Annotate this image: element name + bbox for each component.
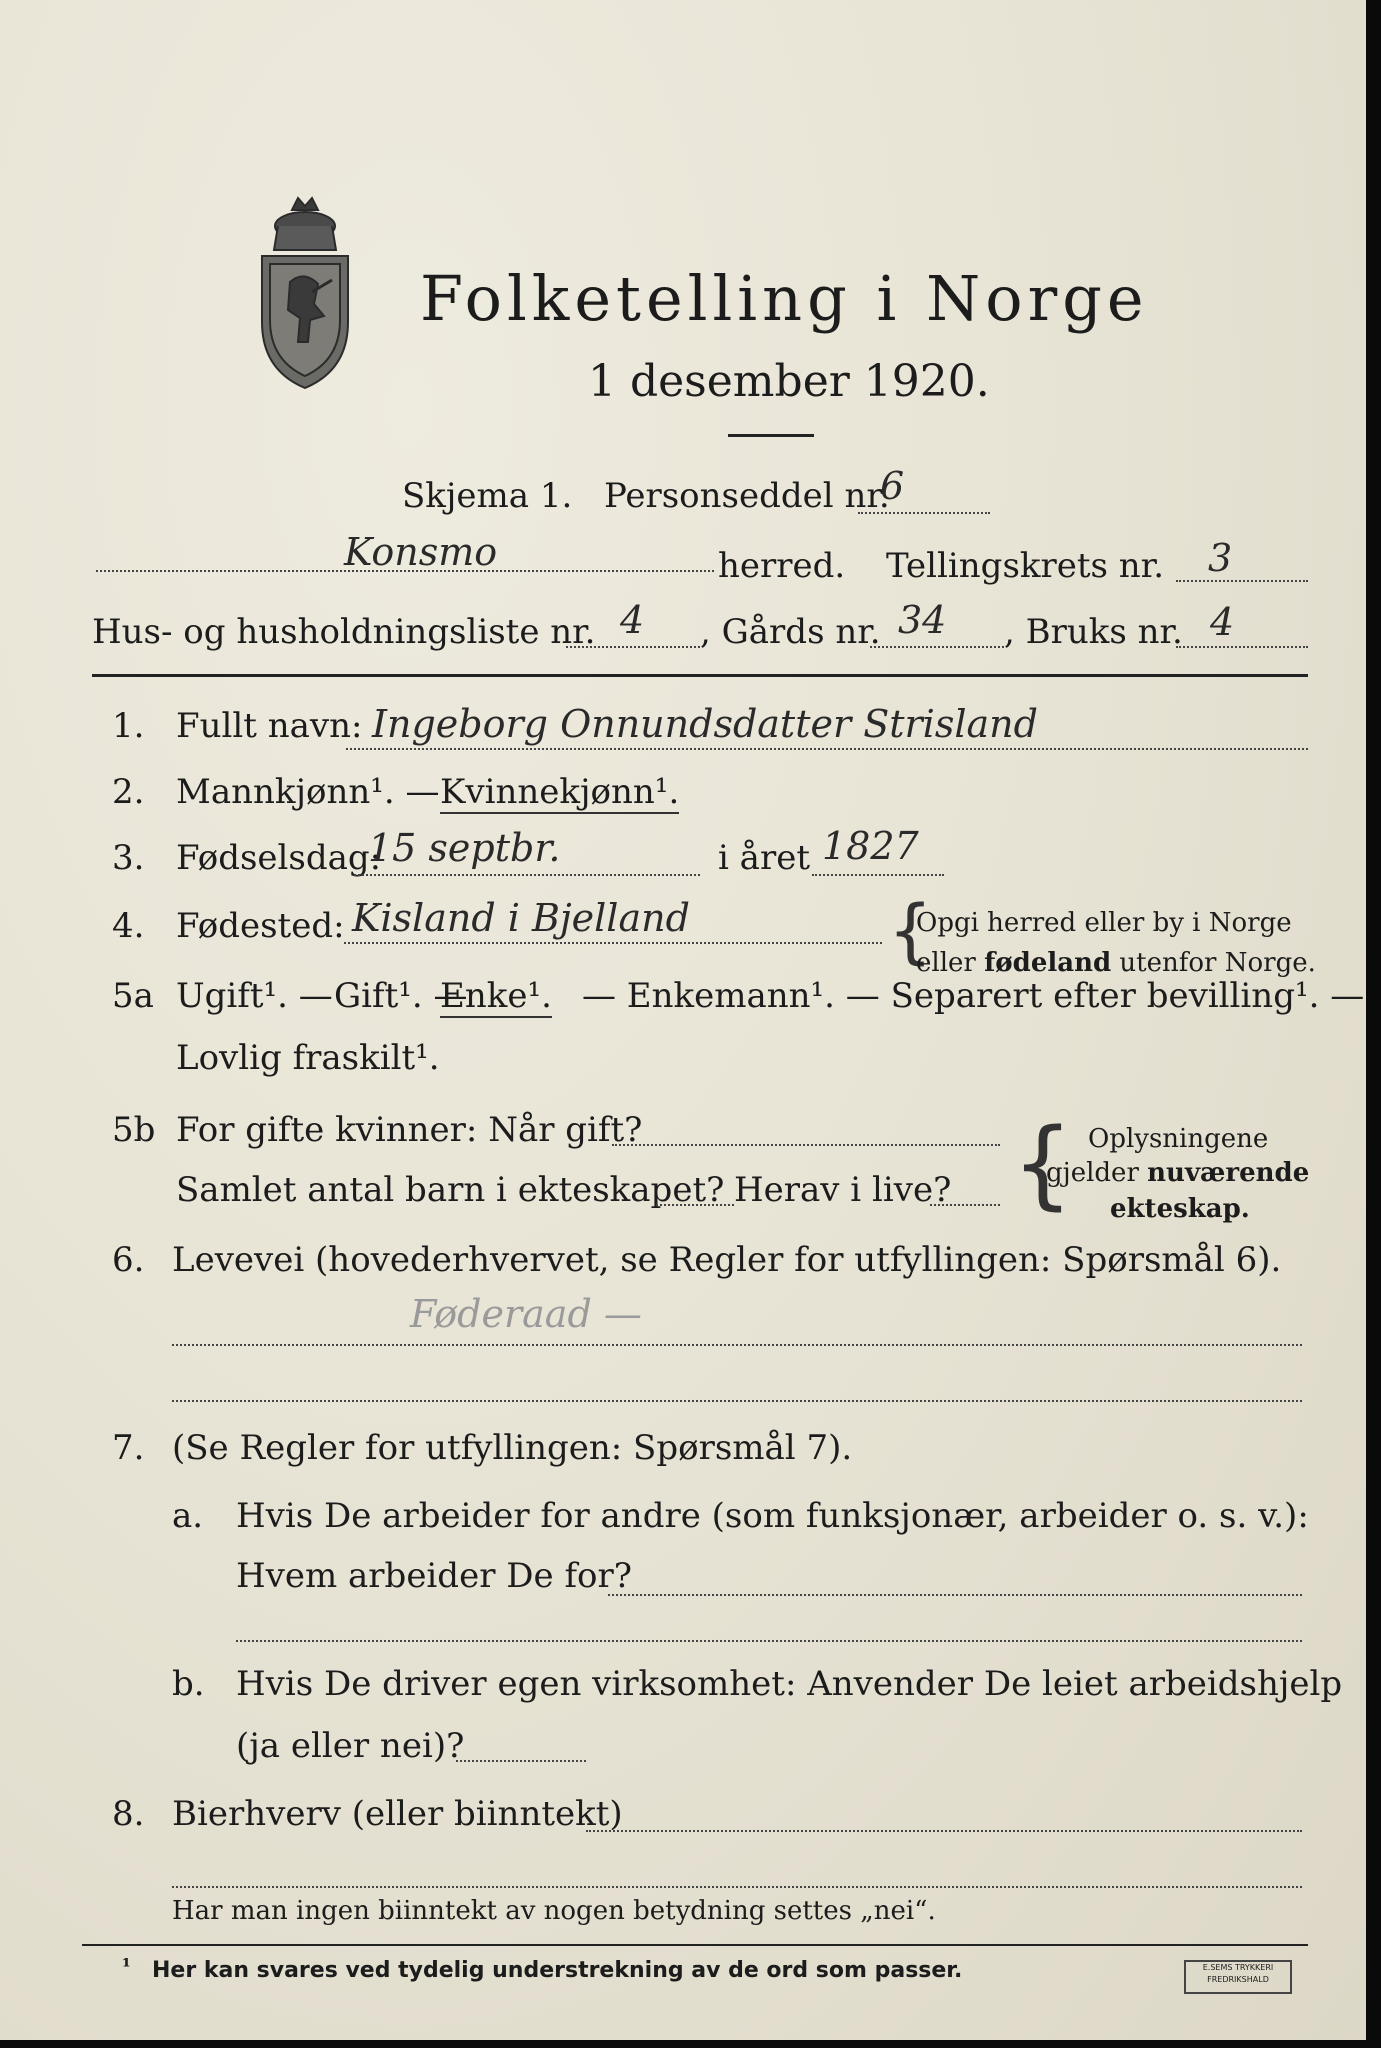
- q4-note-line2: eller fødeland utenfor Norge.: [916, 948, 1316, 978]
- side-income-line-2[interactable]: [172, 1886, 1302, 1888]
- q4-number: 4.: [112, 906, 145, 946]
- q7b-letter: b.: [172, 1664, 205, 1704]
- printer-city: FREDRIKSHALD: [1207, 1975, 1269, 1984]
- year-label: i året: [718, 838, 810, 878]
- q4-brace: {: [888, 890, 933, 972]
- herred-value[interactable]: Konsmo: [344, 530, 498, 574]
- q6-line-1[interactable]: [172, 1344, 1302, 1346]
- q3-number: 3.: [112, 838, 145, 878]
- personseddel-line: [858, 512, 990, 514]
- q1-label: Fullt navn:: [176, 706, 363, 746]
- q6-number: 6.: [112, 1240, 145, 1280]
- skjema-label: Skjema 1.: [402, 476, 573, 516]
- q5a-number: 5a: [112, 976, 154, 1016]
- form-title: Folketelling i Norge: [420, 262, 1149, 335]
- q8-note: Har man ingen biinntekt av nogen betydning settes „nei“.: [172, 1896, 936, 1926]
- fraskilt-option[interactable]: Lovlig fraskilt¹.: [176, 1038, 440, 1078]
- q6-line-2[interactable]: [172, 1400, 1302, 1402]
- bruks-label: , Bruks nr.: [1004, 612, 1183, 652]
- gards-value[interactable]: 34: [898, 598, 947, 642]
- side-income-line[interactable]: [586, 1830, 1302, 1832]
- hus-value[interactable]: 4: [620, 598, 645, 642]
- header-rule: [92, 674, 1308, 677]
- full-name-value[interactable]: Ingeborg Onnundsdatter Strisland: [372, 702, 1038, 746]
- q1-number: 1.: [112, 706, 145, 746]
- gards-label: , Gårds nr.: [700, 612, 881, 652]
- q5b-number: 5b: [112, 1110, 156, 1150]
- female-option-selected[interactable]: Kvinnekjønn¹.: [440, 772, 680, 812]
- q3-line: [354, 874, 700, 876]
- q8-label: Bierhverv (eller biinntekt): [172, 1794, 623, 1834]
- personseddel-value[interactable]: 6: [880, 464, 905, 508]
- q6-label: Levevei (hovederhvervet, se Regler for utfyllingen: Spørsmål 6).: [172, 1240, 1282, 1280]
- herred-label: herred.: [718, 546, 846, 586]
- q5b-note-line1: Oplysningene: [1088, 1124, 1269, 1154]
- employer-line-2[interactable]: [236, 1640, 1302, 1642]
- q7a-line1: Hvis De arbeider for andre (som funksjonær, arbeider o. s. v.):: [236, 1496, 1309, 1536]
- q3-label: Fødselsdag:: [176, 838, 382, 878]
- birth-year-value[interactable]: 1827: [822, 824, 919, 868]
- q7b-line1: Hvis De driver egen virksomhet: Anvender De leiet arbeidshjelp: [236, 1664, 1343, 1704]
- q7-number: 7.: [112, 1428, 145, 1468]
- census-date: 1 desember 1920.: [588, 356, 990, 407]
- hired-help-line[interactable]: [456, 1760, 586, 1762]
- printer-stamp: [1184, 1960, 1292, 1994]
- hus-label: Hus- og husholdningsliste nr.: [92, 612, 596, 652]
- q2-number: 2.: [112, 772, 145, 812]
- q4-label: Fødested:: [176, 906, 345, 946]
- children-alive-line[interactable]: [930, 1204, 1000, 1206]
- birthplace-value[interactable]: Kisland i Bjelland: [352, 896, 690, 940]
- footer-rule: [82, 1944, 1308, 1946]
- norway-coat-of-arms-icon: [252, 192, 358, 392]
- tellingskrets-label: Tellingskrets nr.: [886, 546, 1165, 586]
- enke-option-selected[interactable]: Enke¹.: [440, 976, 552, 1016]
- printer-name: E.SEMS TRYKKERI: [1202, 1963, 1274, 1972]
- q4-note-line1: Opgi herred eller by i Norge: [916, 908, 1292, 938]
- married-when-line[interactable]: [612, 1144, 1000, 1146]
- married-when-label: For gifte kvinner: Når gift?: [176, 1110, 643, 1150]
- q7b-line2: (ja eller nei)?: [236, 1726, 465, 1766]
- children-alive-label: Herav i live?: [734, 1170, 952, 1210]
- year-line: [812, 874, 944, 876]
- q5a-other-options[interactable]: — Enkemann¹. — Separert efter bevilling¹. —: [582, 976, 1365, 1016]
- title-divider: [728, 434, 814, 437]
- q1-line: [346, 748, 1308, 750]
- q5b-note-line3: ekteskap.: [1110, 1194, 1250, 1224]
- bruks-value[interactable]: 4: [1210, 600, 1235, 644]
- q5b-note-line2: gjelder nuværende: [1046, 1158, 1310, 1188]
- employer-line[interactable]: [608, 1594, 1302, 1596]
- q5b-brace: {: [1012, 1108, 1074, 1220]
- q8-number: 8.: [112, 1794, 145, 1834]
- q4-line: [344, 942, 882, 944]
- footnote-text: Her kan svares ved tydelig understrekning av de ord som passer.: [152, 1958, 963, 1983]
- ugift-option[interactable]: Ugift¹. —: [176, 976, 333, 1016]
- personseddel-label: Personseddel nr.: [604, 476, 890, 516]
- birthday-value[interactable]: 15 septbr.: [368, 826, 561, 870]
- q7a-letter: a.: [172, 1496, 204, 1536]
- gards-line: [870, 646, 1004, 648]
- q7a-line2: Hvem arbeider De for?: [236, 1556, 632, 1596]
- footnote-mark: ¹: [122, 1954, 131, 1978]
- gift-option[interactable]: Gift¹. —: [334, 976, 468, 1016]
- q7-label: (Se Regler for utfyllingen: Spørsmål 7).: [172, 1428, 853, 1468]
- children-total-line[interactable]: [656, 1204, 734, 1206]
- tellingskrets-value[interactable]: 3: [1208, 536, 1233, 580]
- male-option[interactable]: Mannkjønn¹. —: [176, 772, 440, 812]
- children-total-label: Samlet antal barn i ekteskapet?: [176, 1170, 725, 1210]
- bruks-line: [1176, 646, 1308, 648]
- occupation-value[interactable]: Føderaad —: [410, 1292, 642, 1336]
- tellingskrets-line: [1176, 580, 1308, 582]
- hus-line: [566, 646, 700, 648]
